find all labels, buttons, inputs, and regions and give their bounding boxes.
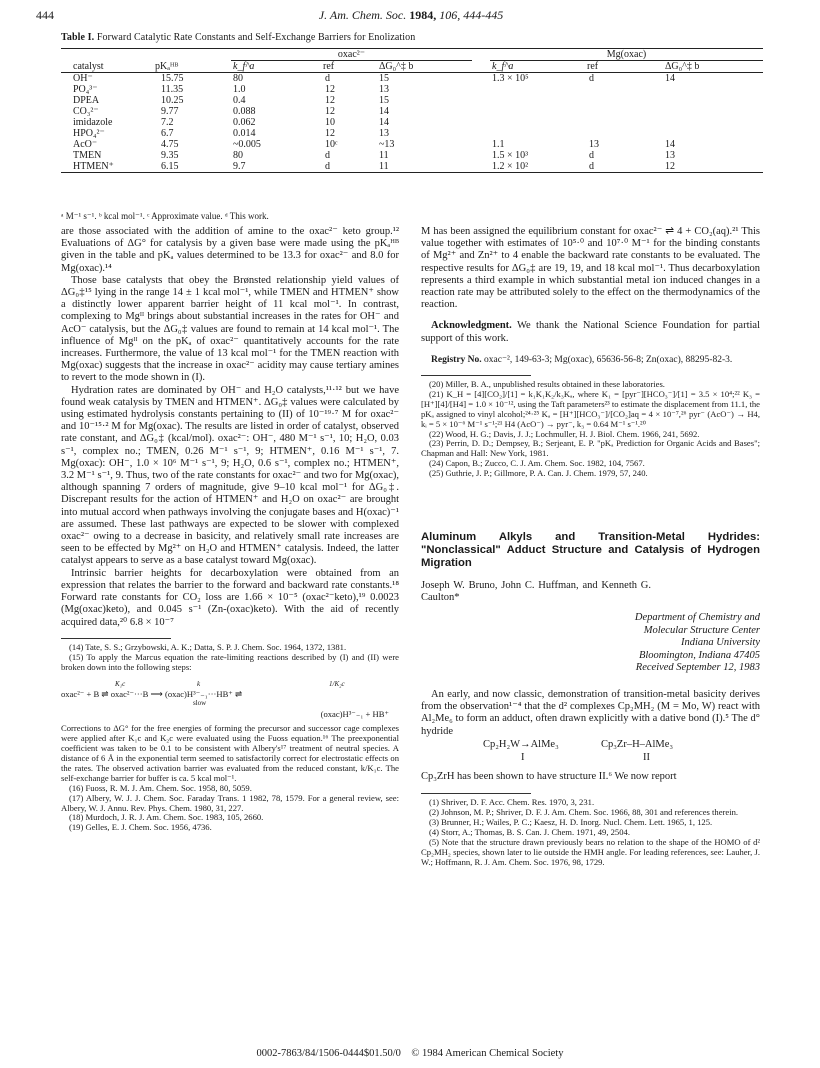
cell-dg: 11 <box>379 150 389 161</box>
table-footnote: ᵃ M⁻¹ s⁻¹. ᵇ kcal mol⁻¹. ᶜ Approximate value. ᵈ This work. <box>61 211 269 221</box>
cell-mdg <box>663 106 763 117</box>
cell-mkf <box>490 128 585 139</box>
cell-kf: 0.014 <box>233 128 256 139</box>
table-row <box>61 95 763 106</box>
structure-ii-label: II <box>643 751 650 763</box>
article-paragraph-1: An early, and now classic, demonstration of transition-metal basicity derives from the observation¹⁻⁴ that the d² complexes Cp₂MH₂ (M = Mo, W) react with Al₂Me₆ to form an adduct, often drawn explicitly with a dative bond (I).⁵ The d° hydride <box>421 689 760 737</box>
footnote-19: (19) Gelles, E. J. Chem. Soc. 1956, 4736. <box>69 822 212 833</box>
footnote-3: (3) Brunner, H.; Wailes, P. C.; Kaesz, H. D. Inorg. Nucl. Chem. Lett. 1965, 1, 125. <box>429 816 713 827</box>
cell-ref: d <box>325 73 330 84</box>
scheme-line-1: oxac²⁻ + B ⇌ oxac²⁻···B ⟶ (oxac)H³⁻₋₁···HB⁺ ⇌ <box>61 689 243 700</box>
col-pka: pKₐᴴᴮ <box>155 60 179 72</box>
registry-numbers: Registry No. oxac⁻², 149-63-3; Mg(oxac), 65636-56-8; Zn(oxac), 88295-82-3. <box>431 354 733 365</box>
acknowledgment: Acknowledgment. We thank the National Science Foundation for partial support of this work. <box>421 320 761 344</box>
cell-pka: 6.15 <box>161 161 179 172</box>
scheme-k2: 1/K₂c <box>329 680 345 689</box>
footnote-17: (17) Albery, W. J. J. Chem. Soc. Faraday Trans. 1 1982, 78, 1579. For a general review, see: Albery, W. J. Annu. Rev. Phys. Chem. 1980, 31, 227. <box>61 792 399 813</box>
cell-pka: 9.77 <box>161 106 179 117</box>
cell-kf: 0.4 <box>233 95 246 106</box>
cell-mref <box>585 95 663 106</box>
rate-constant-table <box>61 48 763 173</box>
footnote-18: (18) Murdoch, J. R. J. Am. Chem. Soc. 1983, 105, 2660. <box>69 812 264 823</box>
scheme-line-2: (oxac)H³⁻₋₁ + HB⁺ <box>320 709 389 720</box>
left-paragraph-4: Intrinsic barrier heights for decarboxylation were obtained from an expression that relates the barrier to the forward and backward rate constants.¹⁸ Forward rate constants for CO₂ loss are 1.66 × 10⁻⁵ (oxac²⁻keto),¹⁹ 0.0023 (Mg(oxac)keto), and 0.045 s⁻¹ (Zn-(oxac)keto). With the aid of recently acquired data,²⁰ 6.8 × 10⁻⁷ <box>61 567 399 628</box>
structure-i-label: I <box>521 751 525 763</box>
left-column <box>61 226 399 833</box>
cell-pka: 7.2 <box>161 117 174 128</box>
cell-catalyst: OH⁻ <box>73 73 93 84</box>
table-row <box>61 128 763 139</box>
scheme-k: k <box>197 680 201 689</box>
col-dg: ΔG₀^‡ b <box>379 61 414 72</box>
footnote-2: (2) Johnson, M. P.; Shriver, D. F. J. Am. Chem. Soc. 1966, 88, 301 and references therein. <box>429 806 739 817</box>
article-footnotes <box>421 798 760 867</box>
cell-mref <box>585 128 663 139</box>
cell-pka: 10.25 <box>161 95 184 106</box>
table-row <box>61 106 763 117</box>
cell-dg: 15 <box>379 95 389 106</box>
left-paragraph-2: Those base catalysts that obey the Brønsted relationship yield values of ΔG₀‡¹⁵ lying in the range 14 ± 1 kcal mol⁻¹, while TMEN and HTMEN⁺ show a distinctly lower apparent barrier height of 11 kcal mol⁻¹. In contrast, complexing to Mgᴵᴵ brings about substantial increases in the rates for OH⁻ and AcO⁻ catalysis, but the ΔG₀‡ values are found to remain at 14 kcal mol⁻¹. The influence of Mgᴵᴵ on the pKₐ of oxac²⁻ quantitatively accounts for the rate increases. Furthermore, the value of 13 kcal mol⁻¹ for the TMEN reaction with Mg(oxac) suggests that the increase in oxac²⁻ acidity may cause tertiary amines to revert to the mode shown in (I). <box>61 274 399 384</box>
table-row <box>61 73 763 85</box>
cell-catalyst: AcO⁻ <box>73 139 98 150</box>
col-mg-dg: ΔG₀^‡ b <box>665 61 700 72</box>
cell-mref <box>585 84 663 95</box>
left-footnotes <box>61 643 399 834</box>
cell-dg: 14 <box>379 117 389 128</box>
structure-ii: Cp₃Zr–H–AlMe₃ <box>601 738 674 750</box>
cell-mdg: 13 <box>665 150 675 161</box>
table-row <box>61 139 763 150</box>
right-footnotes <box>421 380 760 479</box>
article-code: 0002-7863/84/1506-0444$01.50/0 <box>256 1048 401 1059</box>
article-title: Aluminum Alkyls and Transition-Metal Hydrides: "Nonclassical" Adduct Structure and Catalysis of Hydrogen Migration <box>421 531 760 570</box>
structure-i: Cp₂H₂W→AlMe₃ <box>483 738 559 750</box>
table-body <box>61 73 763 173</box>
cell-mdg: 14 <box>665 139 675 150</box>
cell-dg: 11 <box>379 161 389 172</box>
table-row <box>61 84 763 95</box>
footnote-rule-article <box>421 793 531 794</box>
cell-dg: ~13 <box>379 139 395 150</box>
footnote-15: (15) To apply the Marcus equation the rate-limiting reactions described by (I) and (II) were broken down into the following steps: <box>61 651 399 672</box>
reaction-scheme <box>61 680 399 720</box>
cell-ref: d <box>325 161 330 172</box>
footnote-20: (20) Miller, B. A., unpublished results obtained in these laboratories. <box>429 379 665 390</box>
table-caption: Table I. Forward Catalytic Rate Constants and Self-Exchange Barriers for Enolization <box>61 32 416 43</box>
cell-mdg <box>663 117 763 128</box>
col-kf: k_f^a <box>233 61 255 72</box>
cell-ref: d <box>325 150 330 161</box>
table-group-header <box>61 49 763 61</box>
cell-mkf <box>490 106 585 117</box>
cell-mref: d <box>589 73 594 84</box>
cell-pka: 9.35 <box>161 150 179 161</box>
footnote-23: (23) Perrin, D. D.; Dempsey, B.; Serjeant, E. P. "pKₐ Prediction for Organic Acids and Bases"; Chapman and Hall: New York, 1981. <box>421 438 760 459</box>
journal-citation: J. Am. Chem. Soc. 1984, 106, 444-445 <box>318 8 504 22</box>
cell-catalyst: CO₃²⁻ <box>73 106 99 117</box>
table-row <box>61 161 763 173</box>
cell-catalyst: TMEN <box>73 150 102 161</box>
affiliation: Department of Chemistry and Molecular Structure Center Indiana University Bloomington, Indiana 47405 Received September 12, 1983 <box>421 612 760 675</box>
right-column <box>421 226 760 867</box>
cell-kf: ~0.005 <box>233 139 261 150</box>
footnote-24: (24) Capon, B.; Zucco, C. J. Am. Chem. Soc. 1982, 104, 7567. <box>429 458 645 469</box>
cell-mkf <box>490 117 585 128</box>
cell-kf: 0.062 <box>233 117 256 128</box>
col-catalyst: catalyst <box>73 60 104 72</box>
cell-mkf: 1.5 × 10³ <box>492 150 529 161</box>
cell-catalyst: DPEA <box>73 95 100 106</box>
footnote-1: (1) Shriver, D. F. Acc. Chem. Res. 1970, 3, 231. <box>429 797 595 808</box>
structures <box>421 738 760 768</box>
cell-mkf: 1.2 × 10² <box>492 161 529 172</box>
footnote-16: (16) Fuoss, R. M. J. Am. Chem. Soc. 1958, 80, 5059. <box>69 782 252 793</box>
cell-dg: 13 <box>379 128 389 139</box>
cell-kf: 80 <box>233 150 243 161</box>
footnote-rule-right <box>421 375 531 376</box>
cell-dg: 14 <box>379 106 389 117</box>
footnote-5: (5) Note that the structure drawn previously bears no relation to the shape of the HOMO of d² Cp₂MH₂ species, shown later to lie outside the HMH angle. For leading references, see: Lauher, J. W.; Hoffmann, R. J. Am. Chem. Soc. 1976, 98, 1729. <box>421 836 760 867</box>
table-row <box>61 117 763 128</box>
article-paragraph-2: Cp₃ZrH has been shown to have structure II.⁶ We now report <box>421 770 677 782</box>
cell-pka: 11.35 <box>161 84 184 95</box>
footnote-rule <box>61 638 171 639</box>
group-oxac: oxac²⁻ <box>231 49 472 61</box>
cell-mref <box>585 117 663 128</box>
cell-kf: 1.0 <box>233 84 246 95</box>
footnote-25: (25) Guthrie, J. P.; Gillmore, P. A. Can. J. Chem. 1979, 57, 240. <box>429 468 648 479</box>
cell-mdg: 14 <box>665 73 675 84</box>
table-row <box>61 150 763 161</box>
left-paragraph-1: are those associated with the addition of amine to the oxac²⁻ keto group.¹² Evaluations of ΔG° for catalysis by a given base were made using the pKₐᴴᴮ given in the table and pKₐ values determined to be 13.3 for oxac²⁻ and 8.0 for Mg(oxac).¹⁴ <box>61 226 399 274</box>
footnote-21: (21) K_H = [4][CO₂]/[1] = k₁K₁K₂/k₃Kₐ, where K₁ = [pyr⁻][HCO₃⁻]/[1] = 3.5 × 10⁴;²² K₃ = [H⁺][4]/[H4] = 1.0 × 10⁻¹², using the Taft parameters²³ to estimate the displacement from 11.1, the pKₐ assigned to vinyl alcohol;²⁴·²⁵ Kₐ = [H⁺][HCO₃⁻]/[CO₂]aq = 4 × 10⁻⁷,²⁶ pyr⁻ (AcO⁻) → H4, kᵢ = 5 × 10⁻⁶ M⁻¹ s⁻¹;²¹ H4 (AcO⁻) → pyr⁻, k₃ = 0.64 M⁻¹ s⁻¹.²⁰ <box>421 388 760 429</box>
cell-kf: 0.088 <box>233 106 256 117</box>
cell-pka: 15.75 <box>161 73 184 84</box>
scheme-k1: K₁c <box>115 680 126 689</box>
cell-mref: 13 <box>589 139 599 150</box>
cell-mkf <box>490 95 585 106</box>
cell-dg: 15 <box>379 73 389 84</box>
cell-mdg: 12 <box>665 161 675 172</box>
cell-pka: 4.75 <box>161 139 179 150</box>
col-mg-ref: ref <box>587 61 599 72</box>
cell-ref: 12 <box>325 128 335 139</box>
footnote-14: (14) Tate, S. S.; Grzybowski, A. K.; Datta, S. P. J. Chem. Soc. 1964, 1372, 1381. <box>69 641 347 652</box>
col-ref: ref <box>323 61 335 72</box>
cell-ref: 10ᶜ <box>325 139 338 150</box>
footnote-4: (4) Storr, A.; Thomas, B. S. Can. J. Chem. 1971, 49, 2504. <box>429 826 630 837</box>
col-mg-kf: k_f^a <box>492 61 514 72</box>
cell-mdg <box>663 95 763 106</box>
copyright: © 1984 American Chemical Society <box>411 1048 564 1059</box>
cell-mkf: 1.3 × 10⁵ <box>492 73 529 84</box>
left-paragraph-3: Hydration rates are dominated by OH⁻ and H₂O catalysts,¹¹·¹² but we have found weak catalysis by TMEN and HTMEN⁺. ΔG₀‡ values were calculated by using estimated hydrolysis constants pertaining to (II) of 10⁻¹⁹·⁷ M for oxac²⁻ and 10⁻¹⁵·² M for Mg(oxac). The results are listed in order of catalyst, observed rate constant, and ΔG₀‡ (kcal/mol). oxac²⁻: OH⁻, 480 M⁻¹ s⁻¹, 10; H₂O, 0.03 s⁻¹, complex no.; TMEN, 0.26 M⁻¹ s⁻¹, 9; HTMEN⁺, 0.16 M⁻¹ s⁻¹, 7. Mg(oxac): OH⁻, 1.0 × 10⁶ M⁻¹ s⁻¹, 9; H₂O, 0.6 s⁻¹, complex no.; HTMEN⁺, 3.2 M⁻¹ s⁻¹, 9. Thus, two of the rate constants for oxac²⁻ and two for Mg(oxac), although spanning 7 orders of magnitude, give 9–10 kcal mol⁻¹ for ΔG₀‡. Discrepant results for the action of HTMEN⁺ and H₂O on oxac²⁻ are brought into mutual accord when pathways involving the conjugate bases and H(oxac)⁻¹ are assumed. These last pathways are expected to be slower with complexed oxac²⁻ owing to a decrease in basicity, and relatively small rate increases are seen to be effected by Mg²⁺ on H₂O and HTMEN⁺ catalysis. Indeed, the latter catalyst appears to serve as a base catalyst toward Mg(oxac). <box>61 384 399 567</box>
cell-mref: d <box>589 161 594 172</box>
footnote-22: (22) Wood, H. G.; Davis, J. J.; Lochmuller, H. J. Biol. Chem. 1966, 241, 5692. <box>429 428 700 439</box>
page-footer <box>0 1048 820 1059</box>
cell-mdg <box>663 84 763 95</box>
cell-catalyst: PO₄³⁻ <box>73 84 98 95</box>
cell-ref: 12 <box>325 95 335 106</box>
cell-ref: 10 <box>325 117 335 128</box>
cell-catalyst: HPO₄²⁻ <box>73 128 105 139</box>
page-number: 444 <box>36 8 54 22</box>
received-date: Received September 12, 1983 <box>635 662 760 674</box>
cell-mdg <box>663 128 763 139</box>
group-mg-oxac: Mg(oxac) <box>490 49 763 61</box>
right-paragraph-1: M has been assigned the equilibrium constant for oxac²⁻ ⇌ 4 + CO₂(aq).²¹ This value together with estimates of 10⁵·⁰ and 10⁷·⁰ M⁻¹ for the binding constants of Mg²⁺ and Zn²⁺ to 4 enable the backward rate constants to be evaluated. The respective results for ΔG₀‡ are 19, 19, and 18 kcal mol⁻¹. Thus decarboxylation represents a third example in which substantial metal ion induced changes in a reaction rate may be attributed solely to the effect on the thermodynamics of the reaction. <box>421 226 760 311</box>
cell-catalyst: HTMEN⁺ <box>73 161 114 172</box>
cell-mkf: 1.1 <box>492 139 505 150</box>
authors: Joseph W. Bruno, John C. Huffman, and Kenneth G. Caulton* <box>421 580 651 604</box>
cell-catalyst: imidazole <box>73 117 113 128</box>
cell-ref: 12 <box>325 84 335 95</box>
cell-mref: d <box>589 150 594 161</box>
cell-ref: 12 <box>325 106 335 117</box>
footnote-15-continued: Corrections to ΔG° for the free energies of forming the precursor and successor cage complexes were applied after K₁c and K₂c were evaluated using the Fuoss equation.¹⁶ The preexponential coefficient was taken to be 0.1 to be consistent with Albery's¹⁷ treatment of neutral species. A distance of 6 Å in the exponential term seemed to satisfactorily correct for electrostatic effects on the rates. The observed activation barrier was evaluated from the reduced constant, k/K₁c. The self-exchange barrier for buffer is ca. 5 kcal mol⁻¹. <box>61 723 399 783</box>
cell-dg: 13 <box>379 84 389 95</box>
table-column-header <box>61 61 763 73</box>
cell-mref <box>585 106 663 117</box>
cell-kf: 80 <box>233 73 243 84</box>
scheme-slow: slow <box>193 699 207 708</box>
cell-kf: 9.7 <box>233 161 246 172</box>
cell-pka: 6.7 <box>161 128 174 139</box>
cell-mkf <box>490 84 585 95</box>
